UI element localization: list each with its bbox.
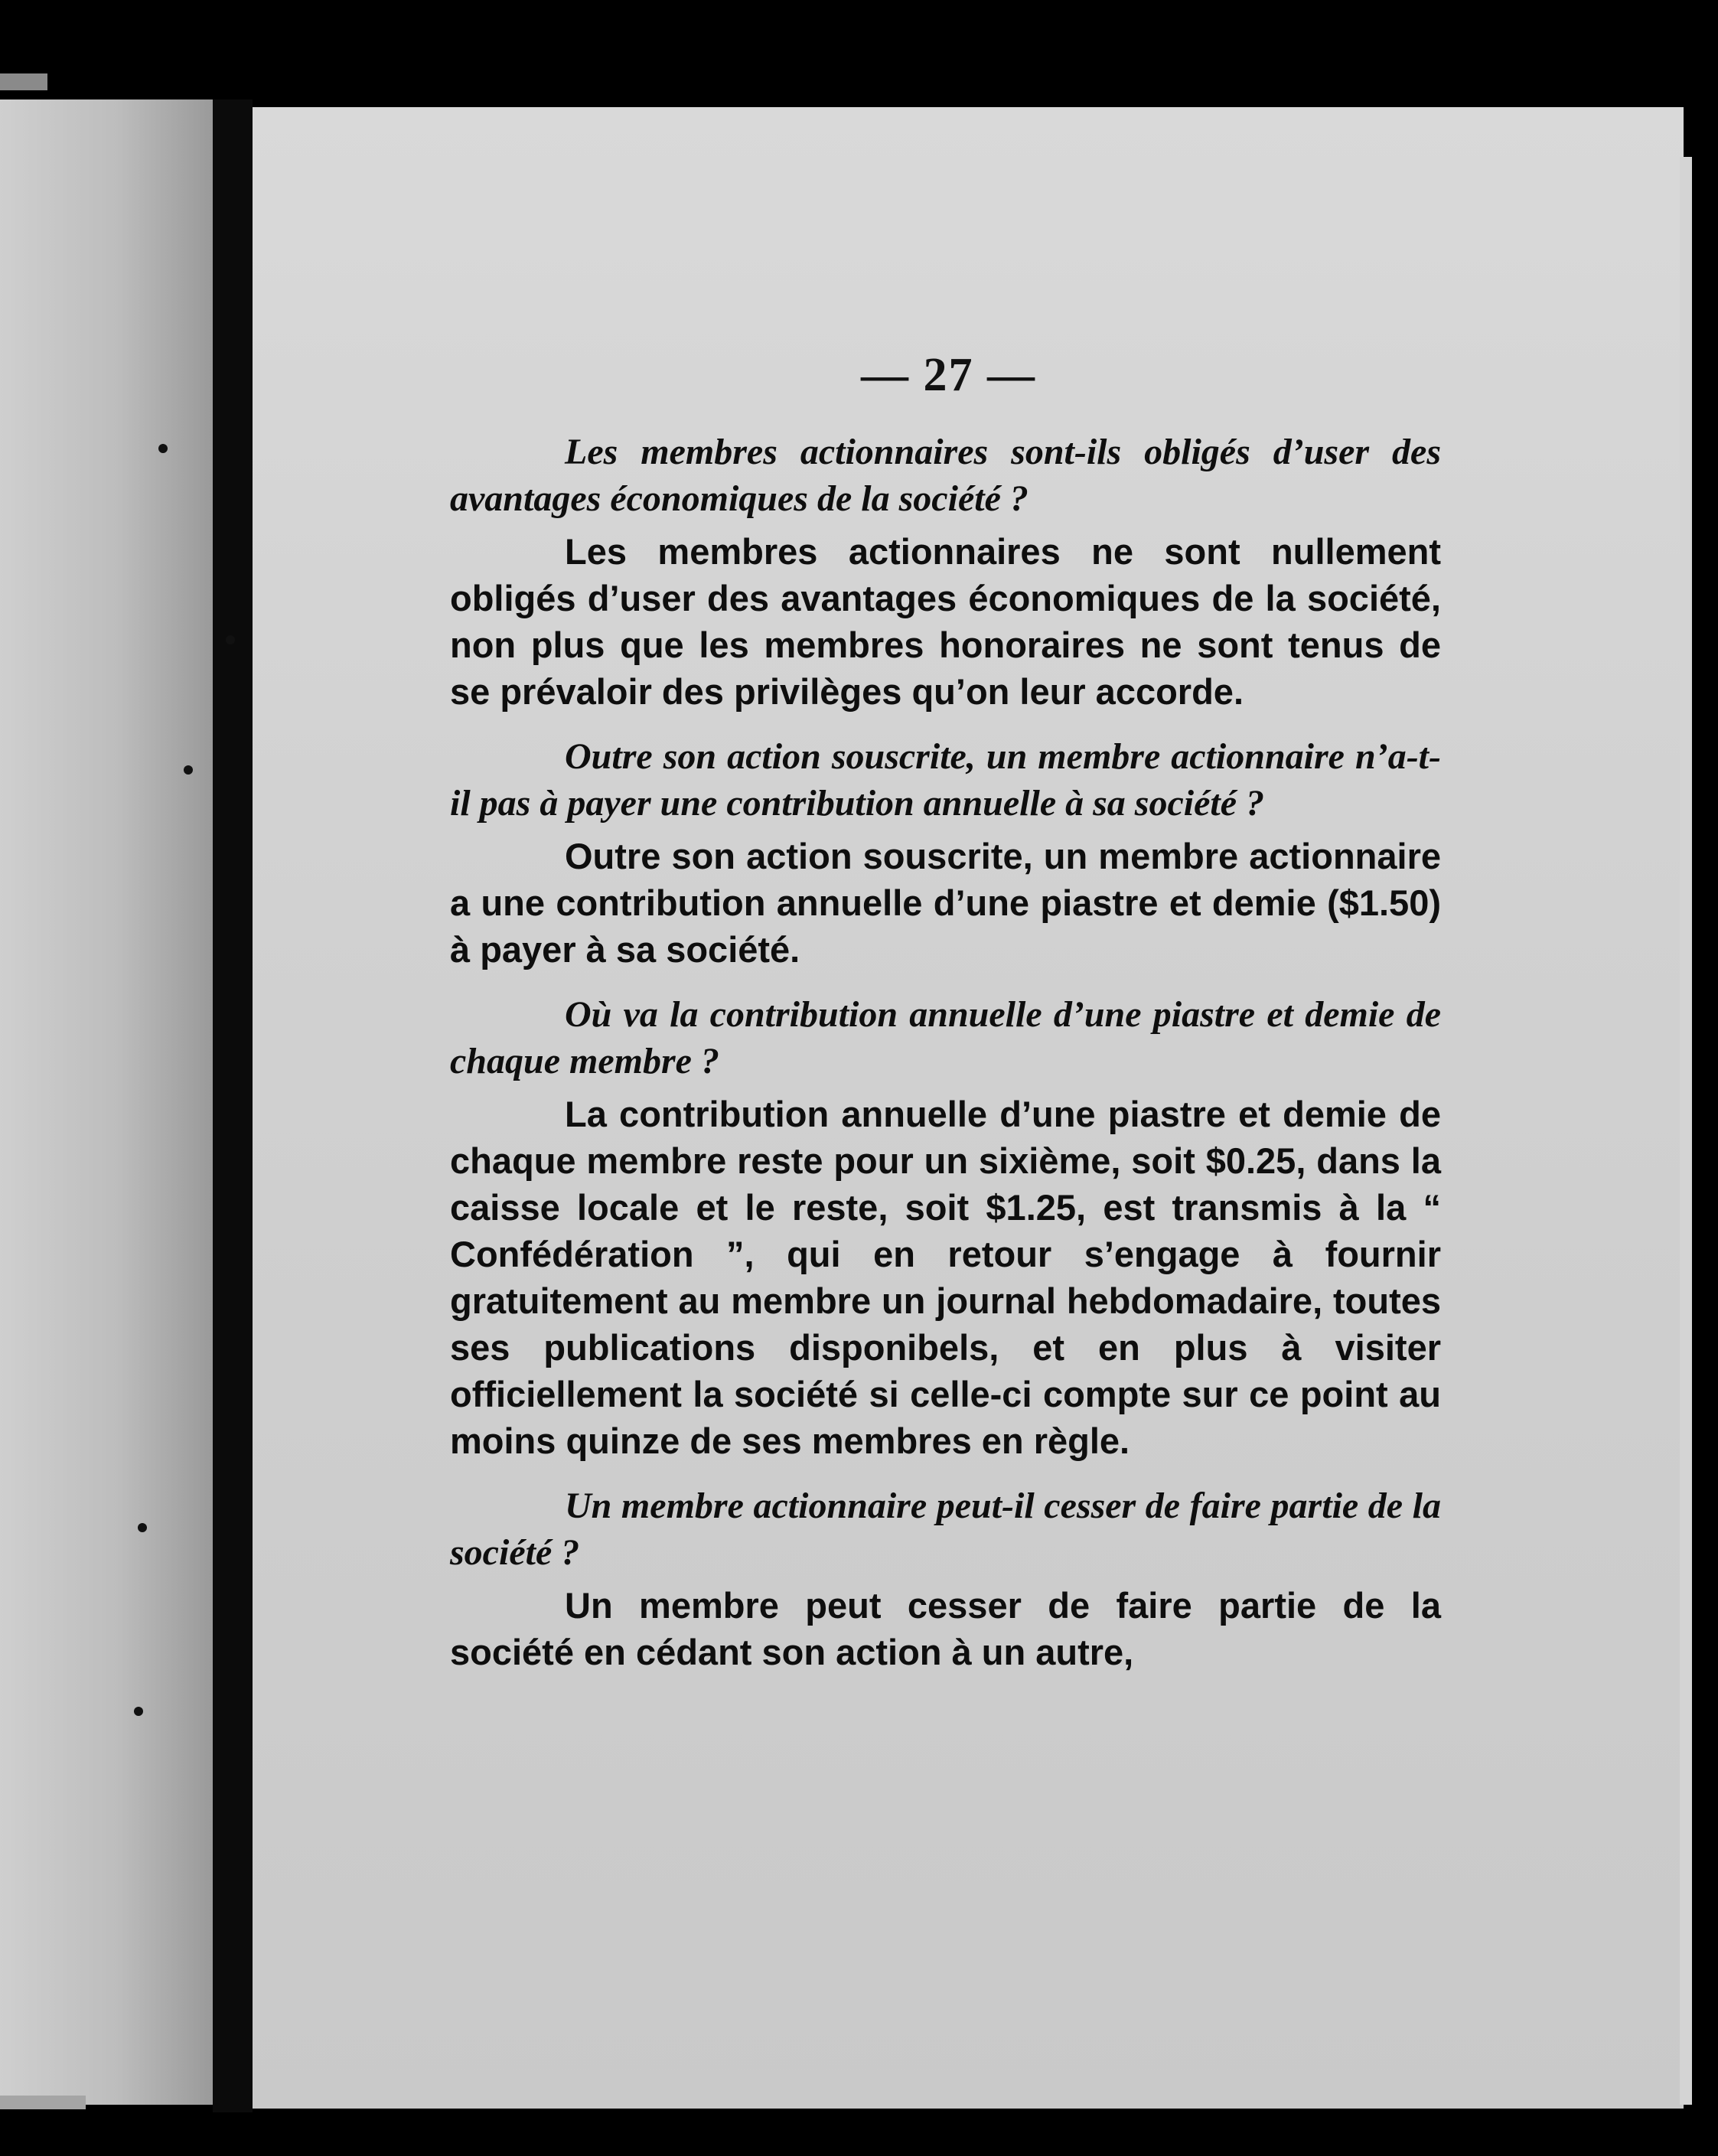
answer-paragraph: Outre son action souscrite, un membre actionnaire a une contribution annuelle d’une piastre et demie ($1.50) à payer à sa société. [450,836,1441,970]
answer-paragraph: La contribution annuelle d’une piastre et demie de chaque membre reste pour un sixième, soit $0.25, dans la caisse locale et le reste, soit $1.25, est transmis à la “ Confédération ”, qui en retour s’engage à fournir gratuitement au membre un journal hebdomadaire, toutes ses publications disponibels, et en plus à visiter officiellement la société si celle-ci compte sur ce point au moins quinze de ses membres en règle. [450,1094,1441,1461]
question-paragraph: Un membre actionnaire peut-il cesser de faire partie de la société ? [450,1486,1441,1573]
page-body [450,429,1441,1694]
question-paragraph: Les membres actionnaires sont-ils obligés d’user des avantages économiques de la société ? [450,432,1441,519]
answer-paragraph: Un membre peut cesser de faire partie de la société en cédant son action à un autre, [450,1585,1441,1672]
page-number: — 27 — [861,349,1036,401]
scan-border-strip [0,73,47,90]
scan-bottom-strip [0,2096,86,2109]
margin-dot [184,765,193,775]
margin-dot [158,444,168,453]
answer-paragraph: Les membres actionnaires ne sont nullement obligés d’user des avantages économiques de la société, non plus que les membres honoraires ne sont tenus de se prévaloir des privilèges qu’on leur accorde. [450,531,1441,712]
page-right-edge [1680,157,1692,2105]
question-paragraph: Outre son action souscrite, un membre actionnaire n’a-t-il pas à payer une contribution annuelle à sa société ? [450,736,1441,824]
book-spine [213,99,253,2112]
margin-dot [138,1523,147,1532]
margin-dot [134,1707,143,1716]
margin-dot [226,635,235,644]
facing-page-edge [0,99,213,2105]
question-paragraph: Où va la contribution annuelle d’une piastre et demie de chaque membre ? [450,994,1441,1081]
